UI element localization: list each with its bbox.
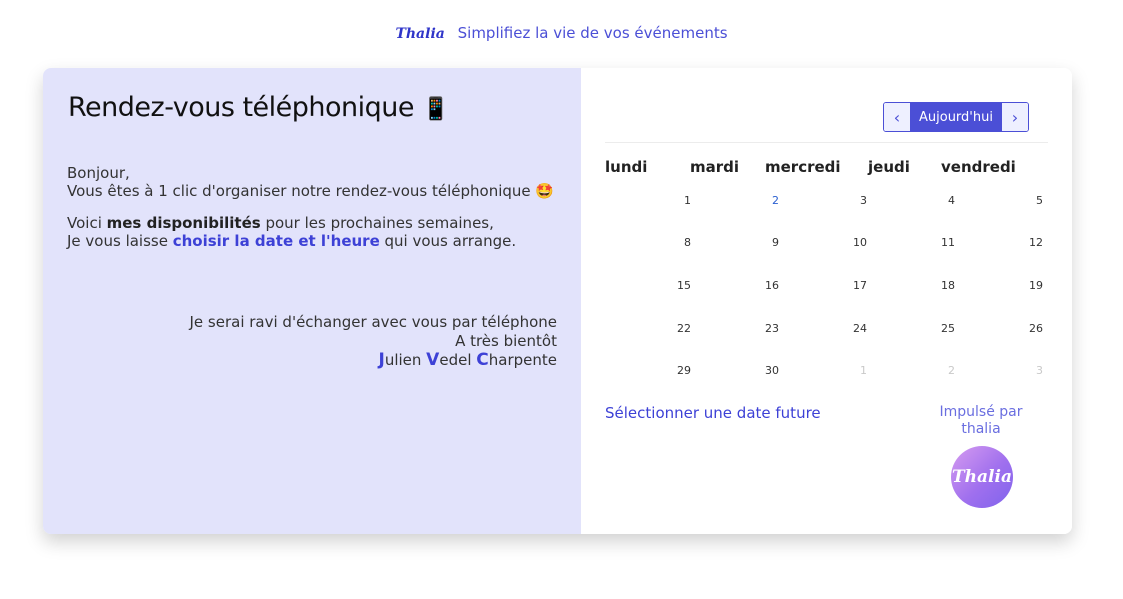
select-future-date-link[interactable]: Sélectionner une date future — [605, 404, 821, 422]
thalia-logo[interactable]: Thalia — [395, 26, 445, 42]
calendar-day[interactable]: 16 — [765, 279, 779, 292]
thalia-badge[interactable] — [951, 446, 1013, 508]
calendar-day[interactable]: 3 — [860, 194, 867, 207]
calendar-day: 3 — [1036, 364, 1043, 377]
calendar-day[interactable]: 4 — [948, 194, 955, 207]
calendar-day[interactable]: 2 — [772, 194, 779, 207]
tagline: Simplifiez la vie de vos événements — [457, 24, 728, 42]
signature-line-2: A très bientôt — [455, 332, 557, 350]
calendar-day[interactable]: 9 — [772, 236, 779, 249]
choose-date-emphasis: choisir la date et l'heure — [172, 232, 380, 250]
booking-card — [43, 68, 1072, 534]
calendar-day[interactable]: 29 — [677, 364, 691, 377]
name-initial-v: V — [426, 350, 440, 370]
next-week-button[interactable] — [1002, 103, 1028, 131]
signature-line-1: Je serai ravi d'échanger avec vous par téléphone — [189, 313, 557, 331]
star-struck-icon: 🤩 — [535, 182, 555, 200]
title-text: Rendez-vous téléphonique — [68, 92, 415, 123]
calendar-day[interactable]: 30 — [765, 364, 779, 377]
intro-line-2 — [67, 214, 567, 232]
weekday-header-vendredi: vendredi — [941, 158, 1016, 176]
calendar-divider — [605, 142, 1048, 143]
calendar-day[interactable]: 18 — [941, 279, 955, 292]
calendar-day[interactable]: 17 — [853, 279, 867, 292]
weekday-header-mardi: mardi — [690, 158, 740, 176]
calendar-day[interactable]: 23 — [765, 322, 779, 335]
calendar-day[interactable]: 25 — [941, 322, 955, 335]
name-part-middle: edel — [439, 351, 472, 369]
intro-line-3-prefix: Je vous laisse — [67, 232, 173, 250]
calendar-day[interactable]: 12 — [1029, 236, 1043, 249]
chevron-left-icon: ‹ — [893, 107, 901, 127]
chevron-right-icon: › — [1011, 107, 1019, 127]
name-initial-c: C — [476, 350, 489, 370]
intro-line-3-suffix: qui vous arrange. — [379, 232, 517, 250]
today-button[interactable]: Aujourd'hui — [910, 103, 1002, 131]
intro-line-1 — [67, 182, 567, 200]
prev-week-button[interactable] — [884, 103, 910, 131]
calendar-day[interactable]: 1 — [684, 194, 691, 207]
intro-line-2-prefix: Voici — [67, 214, 107, 232]
calendar-day[interactable]: 8 — [684, 236, 691, 249]
calendar-panel — [581, 68, 1072, 534]
powered-by-text: Impulsé par thalia — [939, 404, 1023, 437]
calendar-day[interactable]: 26 — [1029, 322, 1043, 335]
calendar-navigation — [883, 102, 1029, 132]
calendar-day[interactable]: 10 — [853, 236, 867, 249]
name-part-last: harpente — [488, 351, 557, 369]
calendar-day[interactable]: 11 — [941, 236, 955, 249]
calendar-day[interactable]: 19 — [1029, 279, 1043, 292]
intro-line-3 — [67, 232, 567, 250]
name-part-first: ulien — [384, 351, 422, 369]
intro-line-1-text: Vous êtes à 1 clic d'organiser notre rendez-vous téléphonique — [67, 182, 531, 200]
calendar-day[interactable]: 5 — [1036, 194, 1043, 207]
signature — [67, 313, 557, 370]
intro-line-2-suffix: pour les prochaines semaines, — [260, 214, 494, 232]
weekday-header-jeudi: jeudi — [868, 158, 910, 176]
name-initial-j: J — [378, 350, 385, 370]
calendar-day[interactable]: 15 — [677, 279, 691, 292]
intro-panel — [43, 68, 581, 534]
signature-name — [67, 351, 557, 370]
calendar-day[interactable]: 22 — [677, 322, 691, 335]
availability-emphasis: mes disponibilités — [106, 214, 261, 232]
intro-message — [67, 164, 567, 250]
greeting: Bonjour, — [67, 164, 130, 182]
calendar-day: 1 — [860, 364, 867, 377]
calendar-day: 2 — [948, 364, 955, 377]
weekday-header-mercredi: mercredi — [765, 158, 841, 176]
header-banner — [0, 24, 1123, 42]
weekday-header-lundi: lundi — [605, 158, 648, 176]
badge-text: Thalia — [952, 467, 1012, 487]
calendar-day[interactable]: 24 — [853, 322, 867, 335]
page-title — [68, 92, 449, 123]
phone-icon: 📱 — [422, 97, 450, 122]
